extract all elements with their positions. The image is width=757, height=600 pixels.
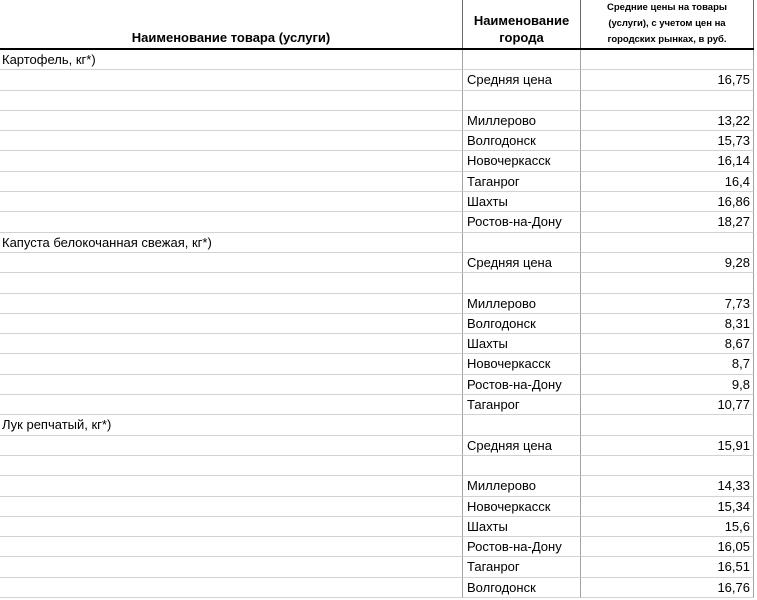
price-cell[interactable] bbox=[581, 415, 754, 435]
product-name-cell[interactable]: Капуста белокочанная свежая, кг*) bbox=[0, 233, 463, 253]
city-row bbox=[0, 212, 754, 232]
city-name-cell[interactable]: Новочеркасск bbox=[463, 151, 581, 171]
city-name-cell[interactable]: Шахты bbox=[463, 334, 581, 354]
city-name-cell[interactable] bbox=[463, 456, 581, 476]
price-cell[interactable] bbox=[581, 456, 754, 476]
price-cell[interactable]: 9,8 bbox=[581, 375, 754, 395]
price-cell[interactable] bbox=[581, 233, 754, 253]
city-row bbox=[0, 537, 754, 557]
product-name-cell[interactable] bbox=[0, 294, 463, 314]
price-cell[interactable]: 15,34 bbox=[581, 497, 754, 517]
city-name-cell[interactable] bbox=[463, 50, 581, 70]
city-row bbox=[0, 354, 754, 374]
city-name-cell[interactable] bbox=[463, 233, 581, 253]
group-title-row bbox=[0, 233, 754, 253]
price-cell[interactable]: 16,76 bbox=[581, 578, 754, 598]
city-name-cell[interactable]: Миллерово bbox=[463, 294, 581, 314]
city-row bbox=[0, 334, 754, 354]
price-cell[interactable]: 16,86 bbox=[581, 192, 754, 212]
city-name-cell[interactable] bbox=[463, 273, 581, 293]
city-name-cell[interactable]: Шахты bbox=[463, 192, 581, 212]
city-row bbox=[0, 395, 754, 415]
city-row bbox=[0, 476, 754, 496]
city-row bbox=[0, 578, 754, 598]
average-row bbox=[0, 436, 754, 456]
product-name-cell[interactable] bbox=[0, 497, 463, 517]
price-cell[interactable]: 13,22 bbox=[581, 111, 754, 131]
product-name-cell[interactable] bbox=[0, 395, 463, 415]
table-body bbox=[0, 50, 754, 598]
price-cell[interactable]: 16,4 bbox=[581, 172, 754, 192]
city-row bbox=[0, 192, 754, 212]
city-name-cell[interactable]: Ростов-на-Дону bbox=[463, 537, 581, 557]
product-name-cell[interactable] bbox=[0, 253, 463, 273]
header-city-cell[interactable] bbox=[463, 0, 581, 48]
header-price-line-1: Средние цены на товары bbox=[607, 2, 727, 13]
average-label-cell[interactable]: Средняя цена bbox=[463, 253, 581, 273]
price-cell[interactable]: 14,33 bbox=[581, 476, 754, 496]
city-name-cell[interactable]: Новочеркасск bbox=[463, 497, 581, 517]
city-name-cell[interactable] bbox=[463, 91, 581, 111]
average-label-cell[interactable]: Средняя цена bbox=[463, 70, 581, 90]
product-name-cell[interactable] bbox=[0, 436, 463, 456]
product-name-cell[interactable] bbox=[0, 354, 463, 374]
product-name-cell[interactable] bbox=[0, 456, 463, 476]
product-name-cell[interactable] bbox=[0, 172, 463, 192]
city-row bbox=[0, 294, 754, 314]
price-cell[interactable]: 16,14 bbox=[581, 151, 754, 171]
city-row bbox=[0, 557, 754, 577]
city-name-cell[interactable]: Миллерово bbox=[463, 111, 581, 131]
price-cell[interactable]: 8,31 bbox=[581, 314, 754, 334]
price-cell[interactable]: 16,51 bbox=[581, 557, 754, 577]
product-name-cell[interactable] bbox=[0, 151, 463, 171]
city-name-cell[interactable]: Таганрог bbox=[463, 557, 581, 577]
header-price-line-3: городских рынках, в руб. bbox=[607, 34, 727, 45]
city-row bbox=[0, 517, 754, 537]
product-name-cell[interactable] bbox=[0, 91, 463, 111]
price-cell[interactable]: 18,27 bbox=[581, 212, 754, 232]
city-name-cell[interactable]: Ростов-на-Дону bbox=[463, 212, 581, 232]
average-price-cell[interactable]: 15,91 bbox=[581, 436, 754, 456]
city-name-cell[interactable]: Таганрог bbox=[463, 395, 581, 415]
product-name-cell[interactable] bbox=[0, 476, 463, 496]
price-cell[interactable]: 15,73 bbox=[581, 131, 754, 151]
city-name-cell[interactable]: Шахты bbox=[463, 517, 581, 537]
empty-row bbox=[0, 456, 754, 476]
average-label-cell[interactable]: Средняя цена bbox=[463, 436, 581, 456]
city-name-cell[interactable]: Таганрог bbox=[463, 172, 581, 192]
empty-row bbox=[0, 91, 754, 111]
city-name-cell[interactable]: Новочеркасск bbox=[463, 354, 581, 374]
city-row bbox=[0, 131, 754, 151]
product-name-cell[interactable] bbox=[0, 131, 463, 151]
empty-row bbox=[0, 273, 754, 293]
price-cell[interactable]: 8,67 bbox=[581, 334, 754, 354]
product-name-cell[interactable] bbox=[0, 212, 463, 232]
average-price-cell[interactable]: 9,28 bbox=[581, 253, 754, 273]
city-name-cell[interactable]: Ростов-на-Дону bbox=[463, 375, 581, 395]
price-cell[interactable]: 15,6 bbox=[581, 517, 754, 537]
product-name-cell[interactable] bbox=[0, 192, 463, 212]
header-price-cell[interactable] bbox=[581, 0, 754, 48]
product-name-cell[interactable] bbox=[0, 273, 463, 293]
price-cell[interactable]: 10,77 bbox=[581, 395, 754, 415]
price-cell[interactable]: 8,7 bbox=[581, 354, 754, 374]
header-row bbox=[0, 0, 754, 50]
product-name-cell[interactable] bbox=[0, 314, 463, 334]
city-name-cell[interactable] bbox=[463, 415, 581, 435]
average-price-cell[interactable]: 16,75 bbox=[581, 70, 754, 90]
header-city-line-2: города bbox=[499, 30, 544, 45]
product-name-cell[interactable] bbox=[0, 578, 463, 598]
city-name-cell[interactable]: Волгодонск bbox=[463, 578, 581, 598]
product-name-cell[interactable] bbox=[0, 70, 463, 90]
product-name-cell[interactable] bbox=[0, 111, 463, 131]
city-name-cell[interactable]: Волгодонск bbox=[463, 131, 581, 151]
price-cell[interactable]: 16,05 bbox=[581, 537, 754, 557]
product-name-cell[interactable]: Картофель, кг*) bbox=[0, 50, 463, 70]
price-cell[interactable] bbox=[581, 273, 754, 293]
city-row bbox=[0, 172, 754, 192]
header-price-line-2: (услуги), с учетом цен на bbox=[608, 18, 726, 29]
city-row bbox=[0, 375, 754, 395]
product-name-cell[interactable] bbox=[0, 334, 463, 354]
group-title-row bbox=[0, 415, 754, 435]
city-row bbox=[0, 314, 754, 334]
city-row bbox=[0, 497, 754, 517]
header-product-label: Наименование товара (услуги) bbox=[131, 30, 331, 45]
city-row bbox=[0, 111, 754, 131]
product-name-cell[interactable] bbox=[0, 375, 463, 395]
average-row bbox=[0, 253, 754, 273]
average-row bbox=[0, 70, 754, 90]
price-cell[interactable] bbox=[581, 91, 754, 111]
header-product-cell[interactable] bbox=[0, 0, 463, 48]
product-name-cell[interactable] bbox=[0, 537, 463, 557]
product-name-cell[interactable] bbox=[0, 557, 463, 577]
city-row bbox=[0, 151, 754, 171]
city-name-cell[interactable]: Миллерово bbox=[463, 476, 581, 496]
price-cell[interactable]: 7,73 bbox=[581, 294, 754, 314]
product-name-cell[interactable] bbox=[0, 517, 463, 537]
price-cell[interactable] bbox=[581, 50, 754, 70]
city-name-cell[interactable]: Волгодонск bbox=[463, 314, 581, 334]
header-city-line-1: Наименование bbox=[473, 13, 570, 28]
group-title-row bbox=[0, 50, 754, 70]
product-name-cell[interactable]: Лук репчатый, кг*) bbox=[0, 415, 463, 435]
